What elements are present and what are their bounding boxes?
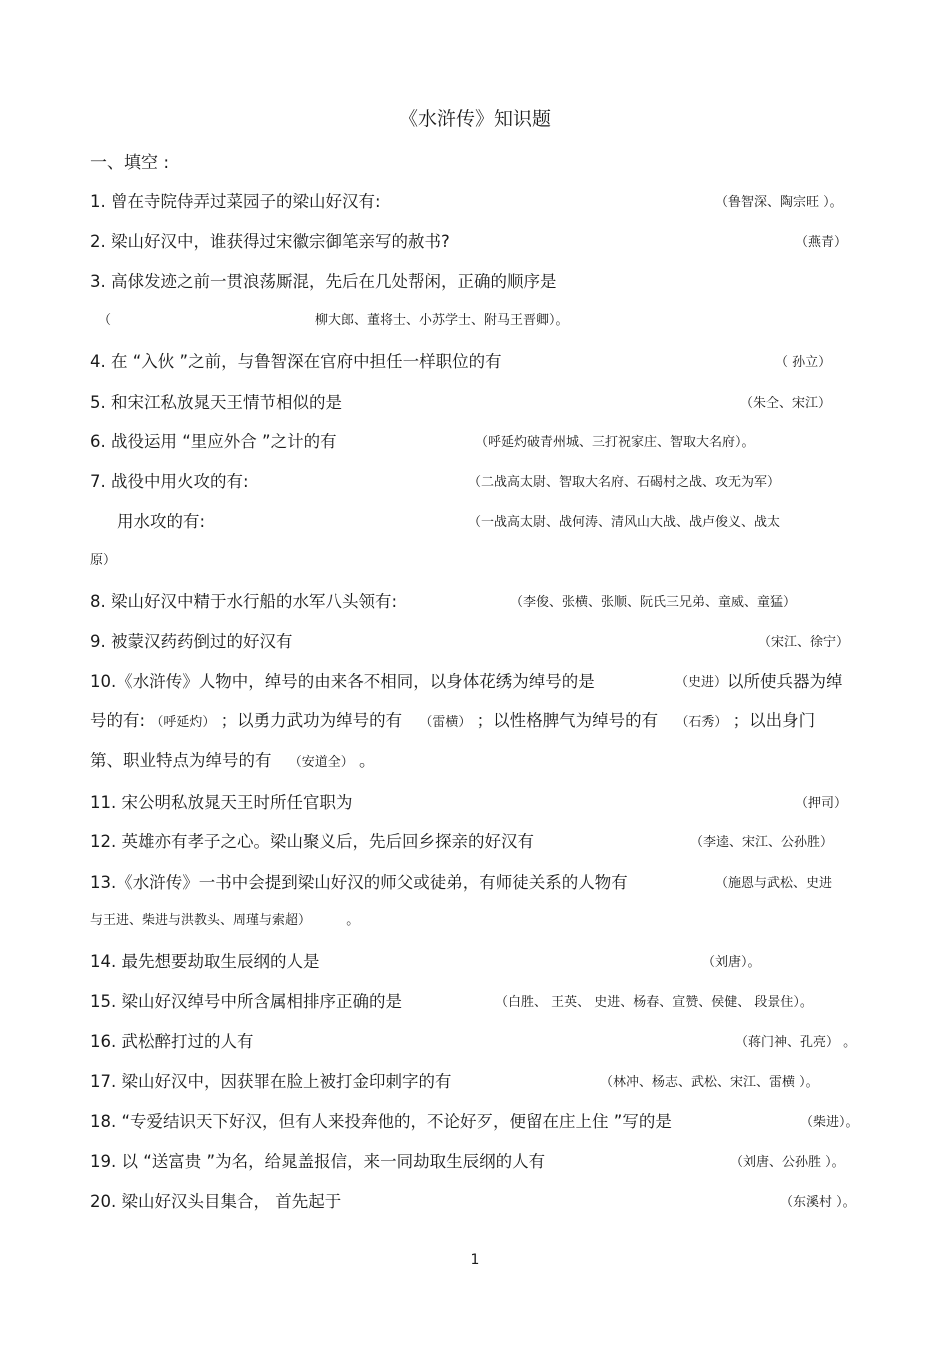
question-text: 以所使兵器为绰	[727, 672, 843, 691]
answer-text: （呼延灼）	[150, 715, 216, 730]
question-text: 1. 曾在寺院侍弄过菜园子的梁山好汉有:	[90, 192, 381, 211]
question-text: 号的有:	[90, 711, 146, 730]
answer-text: （白胜、 王英、 史进、杨春、宣赞、侯健、 段景住）。	[495, 995, 813, 1010]
answer-text: （施恩与武松、史进	[715, 876, 833, 891]
question-text: ；以勇力武功为绰号的有	[220, 711, 403, 730]
question-text: 17. 梁山好汉中，因获罪在脸上被打金印刺字的有	[90, 1072, 452, 1091]
question-text: 13.《水浒传》一书中会提到梁山好汉的师父或徒弟，有师徒关系的人物有	[90, 873, 628, 892]
question-text: 第、职业特点为绰号的有	[90, 751, 272, 770]
page-number: 1	[470, 1252, 480, 1268]
question-10-line2	[90, 707, 870, 731]
answer-text: （ 孙立）	[775, 355, 832, 370]
question-5	[90, 389, 870, 413]
answer-text: 与王进、柴进与洪教头、周瑾与索超）	[90, 913, 312, 928]
question-7-water	[90, 508, 870, 532]
question-12	[90, 828, 870, 852]
answer-text: （朱仝、宋江）	[740, 396, 832, 411]
question-6	[90, 428, 870, 452]
question-10	[90, 668, 870, 692]
question-text: 10.《水浒传》人物中，绰号的由来各不相同，以身体花绣为绰号的是	[90, 672, 595, 691]
question-1	[90, 188, 870, 212]
question-13-cont	[90, 909, 870, 928]
question-text: 8. 梁山好汉中精于水行船的水军八头领有:	[90, 592, 398, 611]
answer-text: （柴进）。	[800, 1115, 859, 1130]
question-text: 6. 战役运用 “里应外合 ”之计的有	[90, 432, 337, 451]
answer-text: （史进）	[675, 675, 728, 690]
section-heading: 一、填空 :	[90, 153, 170, 173]
question-text: 20. 梁山好汉头目集合， 首先起于	[90, 1192, 342, 1211]
answer-text: 柳大郎、董将士、小苏学士、附马王晋卿）。	[315, 313, 569, 328]
answer-text: （东溪村 ）。	[780, 1195, 856, 1210]
question-text: 9. 被蒙汉药药倒过的好汉有	[90, 632, 293, 651]
answer-text: （宋江、徐宁）	[758, 635, 850, 650]
question-10-line3	[90, 747, 870, 771]
answer-text: （安道全）	[288, 755, 354, 770]
question-13	[90, 869, 870, 893]
answer-text: （燕青）	[795, 235, 848, 250]
answer-text: （刘唐）。	[702, 955, 761, 970]
question-text: 。	[359, 751, 376, 770]
question-19	[90, 1148, 870, 1172]
question-text: 15. 梁山好汉绰号中所含属相排序正确的是	[90, 992, 402, 1011]
answer-text: （呼延灼破青州城、三打祝家庄、智取大名府）。	[475, 435, 755, 450]
answer-text: （押司）	[795, 796, 848, 811]
question-text: 19. 以 “送富贵 ”为名，给晁盖报信，来一同劫取生辰纲的人有	[90, 1152, 546, 1171]
answer-text: （林冲、杨志、武松、宋江、雷横 ）。	[600, 1075, 819, 1090]
question-text: ；以出身门	[732, 711, 816, 730]
answer-text: （一战高太尉、战何涛、清风山大战、战卢俊义、战太	[468, 515, 781, 530]
answer-text: （二战高太尉、智取大名府、石碣村之战、攻无为军）	[468, 475, 781, 490]
question-18	[90, 1108, 870, 1132]
question-text: 11. 宋公明私放晁天王时所任官职为	[90, 793, 353, 812]
question-7-cont	[90, 549, 870, 568]
question-15	[90, 988, 870, 1012]
question-2	[90, 228, 870, 252]
answer-text: （石秀）	[675, 715, 728, 730]
answer-text: 。	[346, 913, 360, 928]
question-16	[90, 1028, 870, 1052]
question-text: 7. 战役中用火攻的有:	[90, 472, 249, 491]
answer-text: （蒋门神、孔亮） 。	[735, 1035, 857, 1050]
question-text: 14. 最先想要劫取生辰纲的人是	[90, 952, 320, 971]
answer-open: （	[98, 313, 112, 328]
question-8	[90, 588, 870, 612]
question-text: 18. “专爱结识天下好汉，但有人来投奔他的，不论好歹，便留在庄上住 ”写的是	[90, 1112, 672, 1131]
answer-text: （鲁智深、陶宗旺 ）。	[715, 195, 843, 210]
question-17	[90, 1068, 870, 1092]
question-text: 5. 和宋江私放晁天王情节相似的是	[90, 393, 342, 412]
page-title: 《水浒传》知识题	[398, 108, 551, 130]
question-text: 2. 梁山好汉中，谁获得过宋徽宗御笔亲写的赦书?	[90, 232, 450, 251]
answer-text: （雷横）	[419, 715, 472, 730]
question-7	[90, 468, 870, 492]
question-9	[90, 628, 870, 652]
question-text: 3. 高俅发迹之前一贯浪荡厮混，先后在几处帮闲，正确的顺序是	[90, 272, 557, 291]
question-text: 16. 武松醉打过的人有	[90, 1032, 254, 1051]
answer-text: （李逵、宋江、公孙胜）	[690, 835, 834, 850]
question-14	[90, 948, 870, 972]
answer-text: （李俊、张横、张顺、阮氏三兄弟、童威、童猛）	[510, 595, 797, 610]
question-20	[90, 1188, 870, 1212]
answer-text: （刘唐、公孙胜 ）。	[730, 1155, 845, 1170]
question-text: ；以性格脾气为绰号的有	[476, 711, 659, 730]
answer-text: 原）	[90, 553, 117, 568]
question-3	[90, 268, 870, 292]
question-text: 4. 在 “入伙 ”之前，与鲁智深在官府中担任一样职位的有	[90, 352, 502, 371]
question-11	[90, 789, 870, 813]
question-text: 用水攻的有:	[117, 512, 206, 531]
question-text: 12. 英雄亦有孝子之心。梁山聚义后，先后回乡探亲的好汉有	[90, 832, 534, 851]
question-4	[90, 348, 870, 372]
